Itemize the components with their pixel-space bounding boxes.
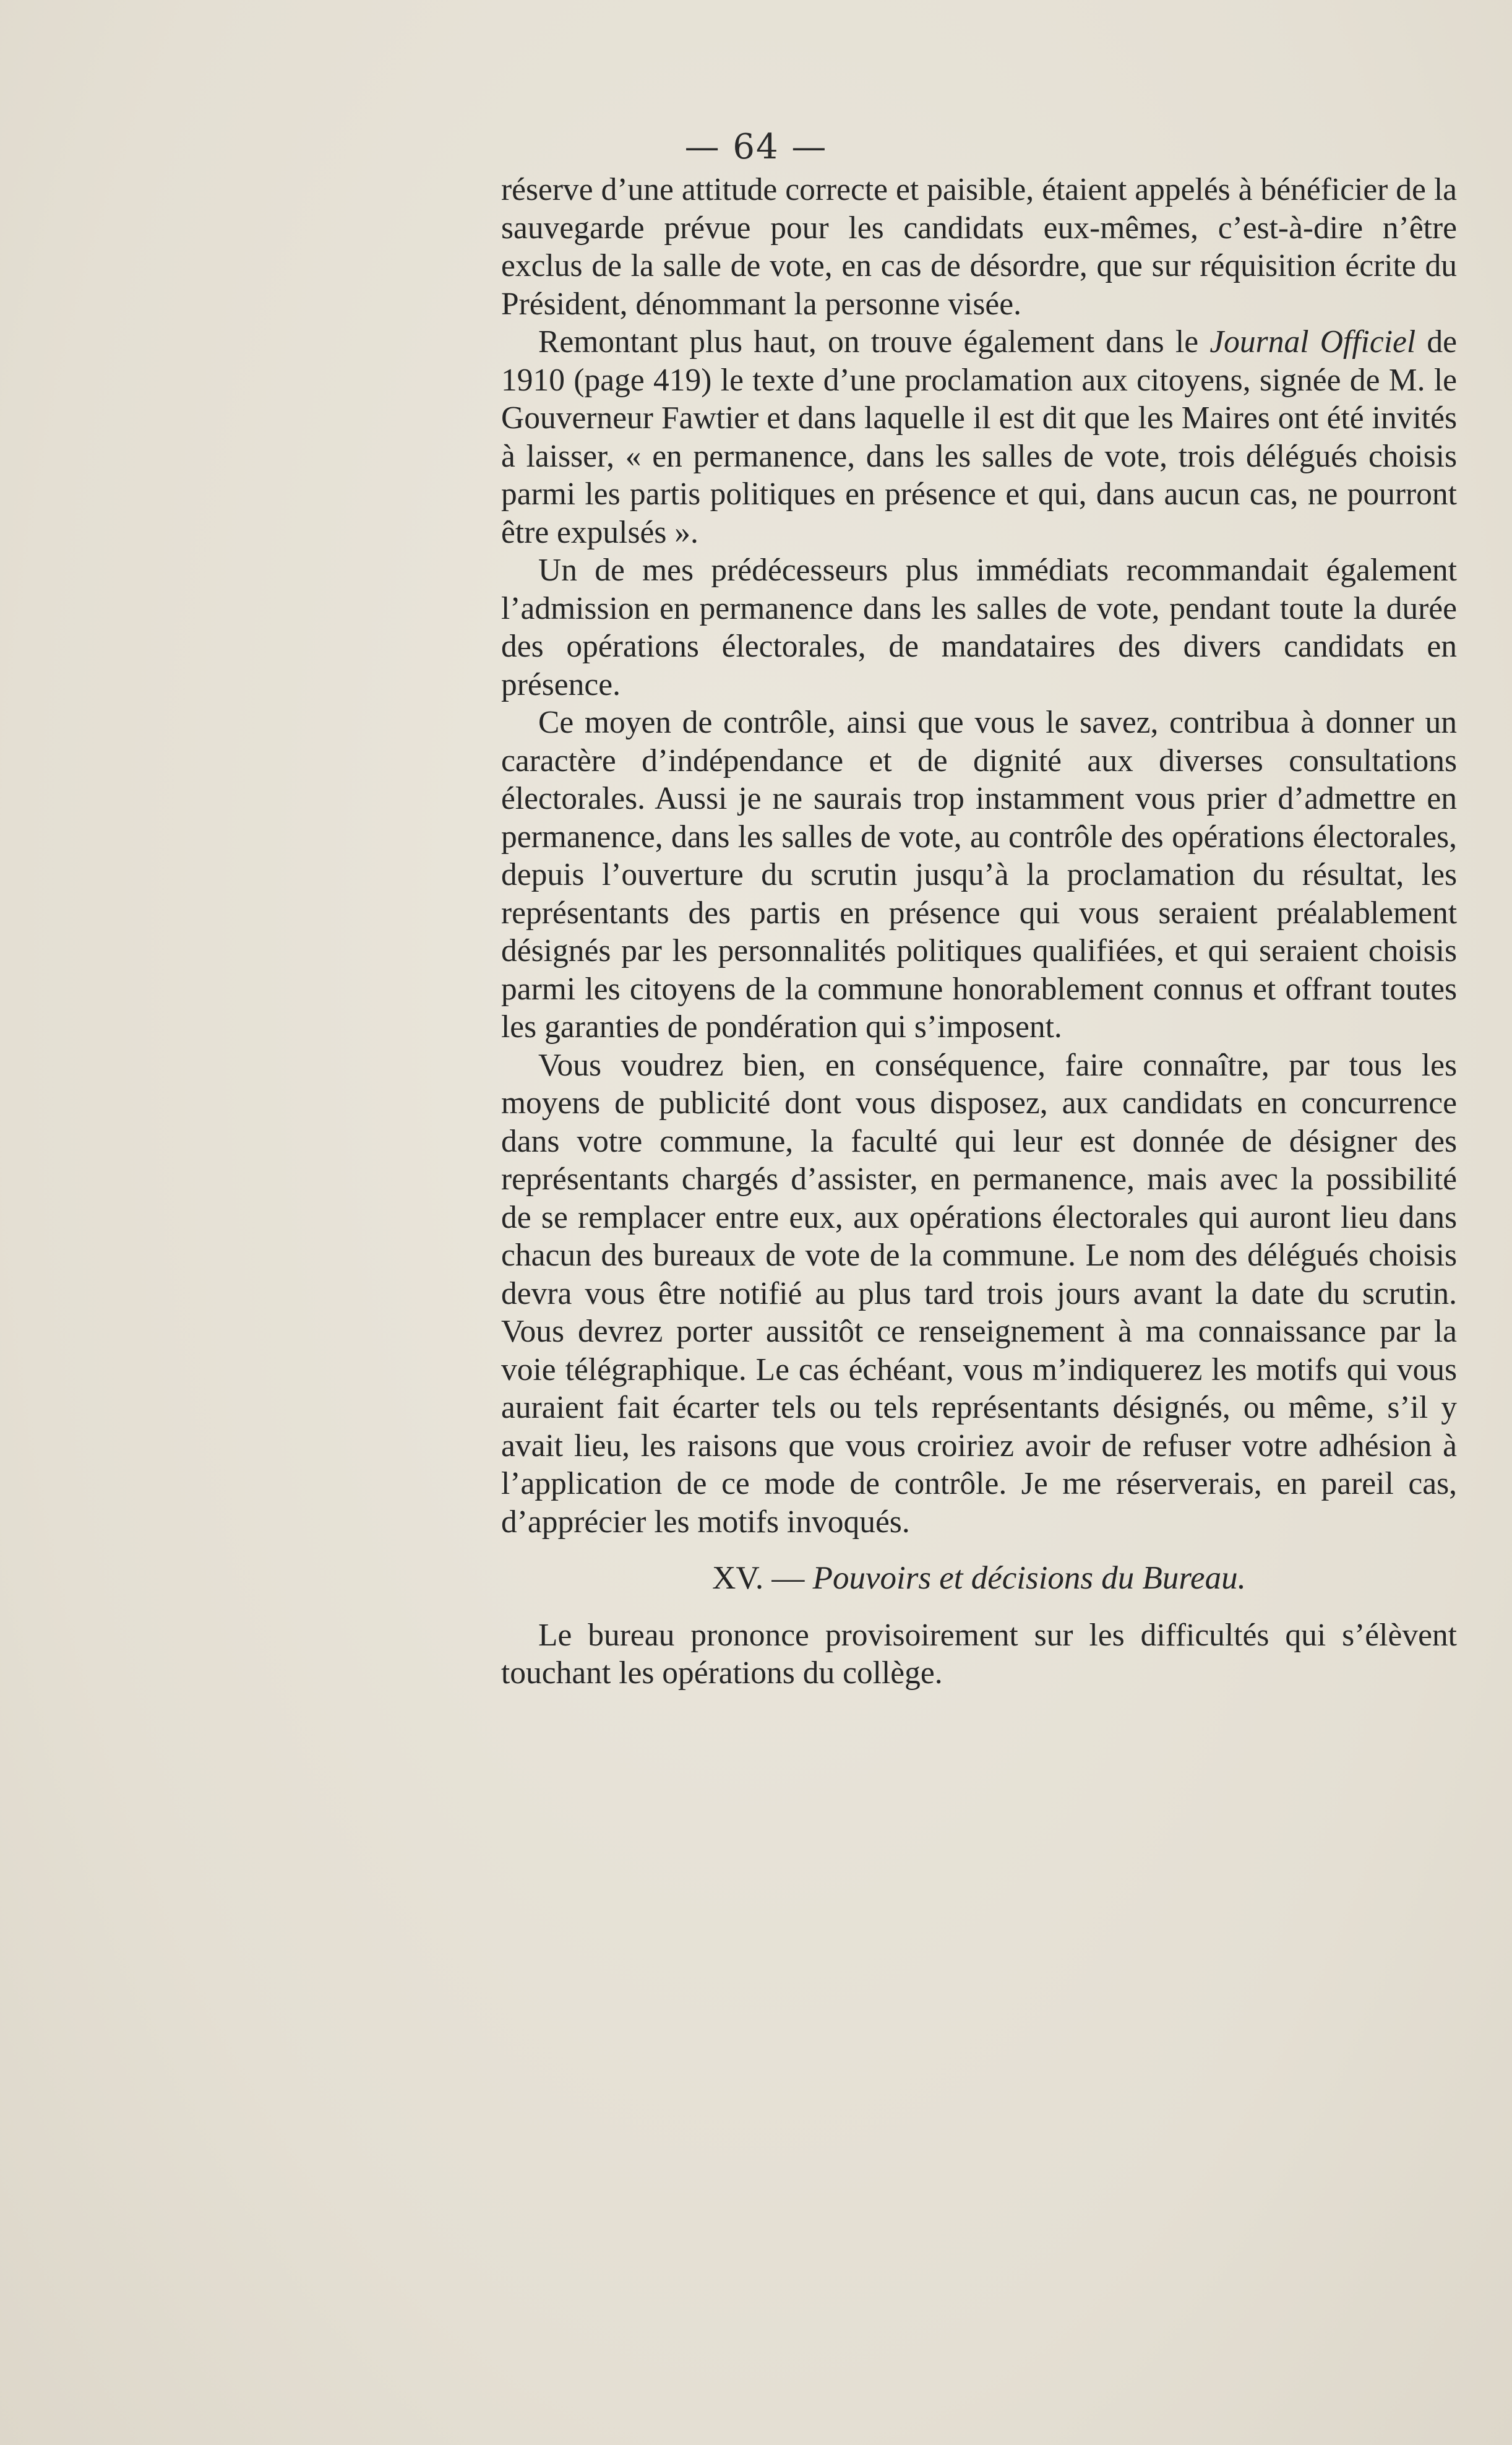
page-number: — 64 — <box>684 127 828 167</box>
paragraph-control-means: Ce moyen de contrôle, ainsi que vous le savez, contribua à donner un caractère d’indépendance et de dignité aux diverses consultations électorales. Aussi je ne saurais trop instamment vous prier d’admettre en permanence, dans les salles de vote, au contrôle des opérations électorales, depuis l’ouverture du scrutin jusqu’à la proclamation du résultat, les représentants des partis en présence qui vous seraient préalablement désignés par les personnalités politiques qualifiées, et qui seraient choisis parmi les citoyens de la commune honorablement connus et offrant toutes les garanties de pondération qui s’imposent. <box>501 705 1457 1045</box>
section-number: XV. — <box>712 1560 813 1596</box>
body-text <box>501 171 1457 1693</box>
paragraph-journal-text-after: de 1910 (page 419) le texte d’une proclamation aux citoyens, signée de M. le Gouverneur Fawtier et dans laquelle il est dit que les Maires ont été invités à laisser, « en permanence, dans les salles de vote, trois délégués choisis parmi les partis politiques en présence et qui, dans aucun cas, ne pourront être expulsés ». <box>501 324 1458 550</box>
paragraph-journal-officiel <box>501 323 1457 551</box>
paragraph-continuation: réserve d’une attitude correcte et paisible, étaient appelés à bénéficier de la sauvegarde prévue pour les candidats eux-mêmes, c’est-à-dire n’être exclus de la salle de vote, en cas de désordre, que sur réquisition écrite du Président, dénommant la personne visée. <box>501 172 1457 322</box>
paragraph-predecessors: Un de mes prédécesseurs plus immédiats recommandait également l’admission en permanence dans les salles de vote, pendant toute la durée des opérations électorales, de mandataires des divers candidats en présence. <box>501 553 1457 702</box>
section-title: Pouvoirs et décisions du Bureau. <box>812 1560 1246 1596</box>
paragraph-publicity: Vous voudrez bien, en conséquence, faire connaître, par tous les moyens de publicité dont vous disposez, aux candidats en concurrence dans votre commune, la faculté qui leur est donnée de désigner des représentants chargés d’assister, en permanence, mais avec la possibilité de se remplacer entre eux, aux opérations électorales qui auront lieu dans chacun des bureaux de vote de la commune. Le nom des délégués choisis devra vous être notifié au plus tard trois jours avant la date du scrutin. Vous devrez porter aussitôt ce renseignement à ma connaissance par la voie télégraphique. Le cas échéant, vous m’indiquerez les motifs qui vous auraient fait écarter tels ou tels représentants désignés, ou même, s’il y avait lieu, les raisons que vous croiriez avoir de refuser votre adhésion à l’application de ce mode de contrôle. Je me réserverais, en pareil cas, d’apprécier les motifs invoqués. <box>501 1047 1457 1540</box>
section-heading <box>501 1559 1457 1598</box>
paragraph-bureau: Le bureau prononce provisoirement sur les difficultés qui s’élèvent touchant les opérations du collège. <box>501 1617 1457 1691</box>
journal-officiel-title: Journal Officiel <box>1209 324 1416 360</box>
paragraph-journal-text-before: Remontant plus haut, on trouve également dans le <box>538 324 1210 360</box>
